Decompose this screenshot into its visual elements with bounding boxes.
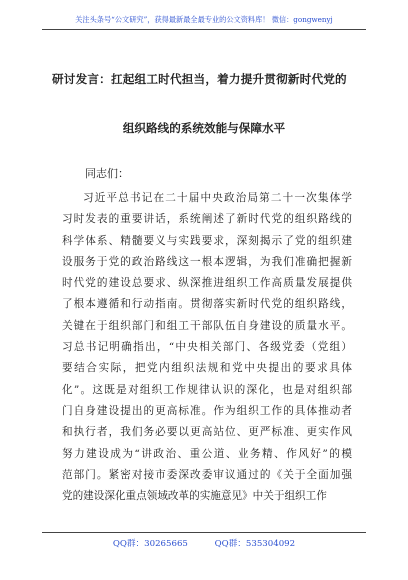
body-paragraph xyxy=(62,188,352,507)
body-line: 门自身建设提出的更高标准。作为组织工作的具体推动者 xyxy=(62,404,352,417)
body-line: 时代党的建设总要求、纵深推进组织工作高质量发展提供 xyxy=(62,277,352,290)
footer-qq-group-2: QQ群：535304092 xyxy=(214,539,296,549)
body-line: 化”。这既是对组织工作规律认识的深化，也是对组织部 xyxy=(62,383,352,396)
header-divider xyxy=(42,29,366,30)
body-line: 设服务于党的政治路线这一根本逻辑，为我们准确把握新 xyxy=(62,255,352,268)
document-title-line-1: 研讨发言：扛起组工时代担当，着力提升贯彻新时代党的 xyxy=(52,72,347,86)
body-line: 关键在于组织部门和组工干部队伍自身建设的质量水平。 xyxy=(62,319,352,332)
body-line: 习近平总书记在二十届中央政治局第二十一次集体学 xyxy=(83,192,352,204)
body-line: 努力建设成为“讲政治、重公道、业务精、作风好”的模 xyxy=(62,447,352,460)
body-line: 党的建设深化重点领域改革的实施意见》中关于组织工作 xyxy=(62,490,327,503)
salutation: 同志们： xyxy=(85,167,129,180)
footer-divider xyxy=(42,532,366,533)
body-line: 范部门。紧密对接市委深改委审议通过的《关于全面加强 xyxy=(62,468,352,481)
body-line: 要结合实际，把党内组织法规和党中央提出的要求具体 xyxy=(62,362,352,375)
footer-qq-group-1: QQ群：30265665 xyxy=(112,539,188,549)
body-line: 了根本遵循和行动指南。贯彻落实新时代党的组织路线， xyxy=(62,298,352,311)
document-title-line-2: 组织路线的系统效能与保障水平 xyxy=(122,121,286,135)
body-line: 科学体系、精髓要义与实践要求，深刻揭示了党的组织建 xyxy=(62,234,352,247)
body-line: 和执行者，我们务必要以更高站位、更严标准、更实作风 xyxy=(62,426,352,439)
body-line: 习时发表的重要讲话，系统阐述了新时代党的组织路线的 xyxy=(62,213,352,226)
footer-contacts xyxy=(0,537,408,549)
body-line: 习总书记明确指出，“中央相关部门、各级党委（党组） xyxy=(62,341,352,354)
header-banner: 关注头条号“公文研究”，获得最新最全最专业的公文资料库！ 微信：gongwenyj xyxy=(75,15,333,24)
